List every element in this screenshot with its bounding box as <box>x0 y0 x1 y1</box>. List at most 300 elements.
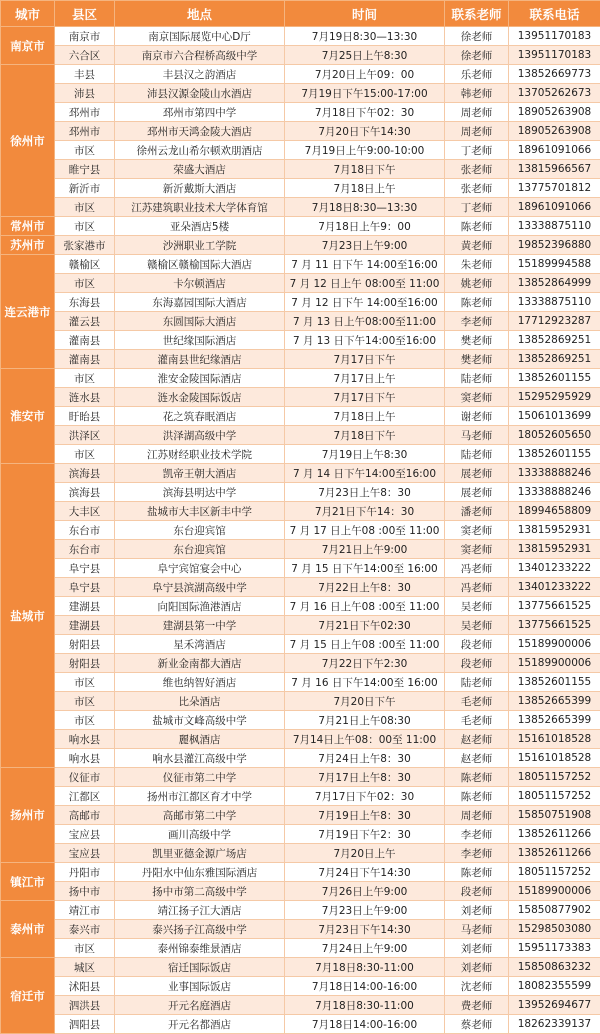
district-cell: 仪征市 <box>55 768 115 787</box>
location-cell: 亚朵酒店5楼 <box>115 217 285 236</box>
phone-cell: 13852601155 <box>509 445 600 464</box>
teacher-cell: 李老师 <box>445 312 509 331</box>
teacher-cell: 张老师 <box>445 179 509 198</box>
table-row <box>1 65 600 84</box>
teacher-cell: 潘老师 <box>445 502 509 521</box>
district-cell: 市区 <box>55 274 115 293</box>
time-cell: 7月21日下午02:30 <box>285 616 445 635</box>
city-cell: 镇江市 <box>1 863 55 901</box>
district-cell: 市区 <box>55 673 115 692</box>
district-cell: 邳州市 <box>55 103 115 122</box>
phone-cell: 13852611266 <box>509 825 600 844</box>
time-cell: 7月17日下午 <box>285 350 445 369</box>
phone-cell: 15189900006 <box>509 882 600 901</box>
teacher-cell: 陈老师 <box>445 293 509 312</box>
time-cell: 7 月 15 日上午08 :00至 11:00 <box>285 635 445 654</box>
table-row <box>1 388 600 407</box>
teacher-cell: 陆老师 <box>445 369 509 388</box>
time-cell: 7月22日下午2:30 <box>285 654 445 673</box>
time-cell: 7月19日8:30—13:30 <box>285 27 445 46</box>
district-cell: 市区 <box>55 198 115 217</box>
teacher-cell: 周老师 <box>445 806 509 825</box>
district-cell: 滨海县 <box>55 464 115 483</box>
table-row <box>1 711 600 730</box>
table-row <box>1 825 600 844</box>
time-cell: 7 月 11 日下午 14:00至16:00 <box>285 255 445 274</box>
table-row <box>1 350 600 369</box>
city-cell: 常州市 <box>1 217 55 236</box>
header-location: 地点 <box>115 1 285 27</box>
table-row <box>1 46 600 65</box>
table-row <box>1 160 600 179</box>
phone-cell: 18961091066 <box>509 141 600 160</box>
city-cell: 宿迁市 <box>1 958 55 1034</box>
teacher-cell: 樊老师 <box>445 350 509 369</box>
teacher-cell: 韩老师 <box>445 84 509 103</box>
location-cell: 邳州市天鸿金陵大酒店 <box>115 122 285 141</box>
teacher-cell: 吴老师 <box>445 597 509 616</box>
table-row <box>1 236 600 255</box>
teacher-cell: 姚老师 <box>445 274 509 293</box>
table-row <box>1 901 600 920</box>
teacher-cell: 周老师 <box>445 103 509 122</box>
district-cell: 丹阳市 <box>55 863 115 882</box>
location-cell: 盐城市大丰区新丰中学 <box>115 502 285 521</box>
phone-cell: 18961091066 <box>509 198 600 217</box>
phone-cell: 15850751908 <box>509 806 600 825</box>
district-cell: 灌云县 <box>55 312 115 331</box>
phone-cell: 13952694677 <box>509 996 600 1015</box>
location-cell: 盐城市文峰高级中学 <box>115 711 285 730</box>
phone-cell: 13852601155 <box>509 369 600 388</box>
district-cell: 江都区 <box>55 787 115 806</box>
location-cell: 宿迁国际饭店 <box>115 958 285 977</box>
teacher-cell: 樊老师 <box>445 331 509 350</box>
district-cell: 响水县 <box>55 730 115 749</box>
teacher-cell: 费老师 <box>445 996 509 1015</box>
district-cell: 东海县 <box>55 293 115 312</box>
phone-cell: 17712923287 <box>509 312 600 331</box>
table-row <box>1 673 600 692</box>
phone-cell: 15161018528 <box>509 749 600 768</box>
phone-cell: 18051157252 <box>509 787 600 806</box>
location-cell: 江苏财经职业技术学院 <box>115 445 285 464</box>
district-cell: 高邮市 <box>55 806 115 825</box>
phone-cell: 13775701812 <box>509 179 600 198</box>
teacher-cell: 李老师 <box>445 844 509 863</box>
location-cell: 新业金南都大酒店 <box>115 654 285 673</box>
district-cell: 宝应县 <box>55 844 115 863</box>
phone-cell: 18905263908 <box>509 103 600 122</box>
table-row <box>1 141 600 160</box>
teacher-cell: 刘老师 <box>445 901 509 920</box>
district-cell: 市区 <box>55 692 115 711</box>
table-row <box>1 692 600 711</box>
time-cell: 7月20日下午 <box>285 692 445 711</box>
district-cell: 睢宁县 <box>55 160 115 179</box>
teacher-cell: 吴老师 <box>445 616 509 635</box>
phone-cell: 13852611266 <box>509 844 600 863</box>
phone-cell: 13951170183 <box>509 27 600 46</box>
phone-cell: 13775661525 <box>509 597 600 616</box>
table-row <box>1 730 600 749</box>
table-row <box>1 27 600 46</box>
teacher-cell: 冯老师 <box>445 578 509 597</box>
table-row <box>1 806 600 825</box>
location-cell: 泰州锦泰维景酒店 <box>115 939 285 958</box>
location-cell: 阜宁县滨湖高级中学 <box>115 578 285 597</box>
time-cell: 7 月 12 日下午 14:00至16:00 <box>285 293 445 312</box>
header-district: 县区 <box>55 1 115 27</box>
teacher-cell: 朱老师 <box>445 255 509 274</box>
location-cell: 沙洲职业工学院 <box>115 236 285 255</box>
phone-cell: 13338888246 <box>509 483 600 502</box>
time-cell: 7月17日下午02：30 <box>285 787 445 806</box>
table-row <box>1 920 600 939</box>
phone-cell: 18994658809 <box>509 502 600 521</box>
district-cell: 靖江市 <box>55 901 115 920</box>
location-cell: 东海嘉园国际大酒店 <box>115 293 285 312</box>
district-cell: 邳州市 <box>55 122 115 141</box>
district-cell: 市区 <box>55 217 115 236</box>
district-cell: 扬中市 <box>55 882 115 901</box>
table-row <box>1 255 600 274</box>
teacher-cell: 张老师 <box>445 160 509 179</box>
district-cell: 涟水县 <box>55 388 115 407</box>
header-time: 时间 <box>285 1 445 27</box>
phone-cell: 13852669773 <box>509 65 600 84</box>
time-cell: 7月21日下午14：30 <box>285 502 445 521</box>
location-cell: 比朵酒店 <box>115 692 285 711</box>
phone-cell: 13338875110 <box>509 217 600 236</box>
teacher-cell: 周老师 <box>445 122 509 141</box>
time-cell: 7月23日上午8：30 <box>285 483 445 502</box>
table-row <box>1 274 600 293</box>
phone-cell: 15295295929 <box>509 388 600 407</box>
location-cell: 涟水金陵国际饭店 <box>115 388 285 407</box>
location-cell: 东圆国际大酒店 <box>115 312 285 331</box>
location-cell: 扬中市第二高级中学 <box>115 882 285 901</box>
district-cell: 市区 <box>55 445 115 464</box>
phone-cell: 15298503080 <box>509 920 600 939</box>
table-row <box>1 616 600 635</box>
district-cell: 宝应县 <box>55 825 115 844</box>
location-cell: 维也纳智好酒店 <box>115 673 285 692</box>
teacher-cell: 陈老师 <box>445 217 509 236</box>
district-cell: 沛县 <box>55 84 115 103</box>
table-row <box>1 179 600 198</box>
phone-cell: 15061013699 <box>509 407 600 426</box>
location-cell: 画川高级中学 <box>115 825 285 844</box>
phone-cell: 15189900006 <box>509 654 600 673</box>
table-row <box>1 103 600 122</box>
time-cell: 7月20日上午09：00 <box>285 65 445 84</box>
time-cell: 7月24日上午8：30 <box>285 749 445 768</box>
teacher-cell: 窦老师 <box>445 521 509 540</box>
teacher-cell: 徐老师 <box>445 27 509 46</box>
location-cell: 丰县汉之韵酒店 <box>115 65 285 84</box>
district-cell: 张家港市 <box>55 236 115 255</box>
time-cell: 7 月 16 日上午08 :00至 11:00 <box>285 597 445 616</box>
teacher-cell: 丁老师 <box>445 198 509 217</box>
time-cell: 7月14日上午08：00至 11:00 <box>285 730 445 749</box>
table-row <box>1 502 600 521</box>
district-cell: 东台市 <box>55 540 115 559</box>
time-cell: 7月24日上午9:00 <box>285 939 445 958</box>
district-cell: 东台市 <box>55 521 115 540</box>
location-cell: 东台迎宾馆 <box>115 521 285 540</box>
phone-cell: 13815952931 <box>509 521 600 540</box>
header-teacher: 联系老师 <box>445 1 509 27</box>
district-cell: 滨海县 <box>55 483 115 502</box>
location-cell: 世纪缘国际酒店 <box>115 331 285 350</box>
time-cell: 7 月 12 日上午 08:00至 11:00 <box>285 274 445 293</box>
district-cell: 市区 <box>55 711 115 730</box>
table-row <box>1 958 600 977</box>
time-cell: 7月26日上午9:00 <box>285 882 445 901</box>
district-cell: 新沂市 <box>55 179 115 198</box>
teacher-cell: 蔡老师 <box>445 1015 509 1034</box>
table-row <box>1 293 600 312</box>
district-cell: 盱眙县 <box>55 407 115 426</box>
location-cell: 阜宁宾馆宴会中心 <box>115 559 285 578</box>
phone-cell: 13815952931 <box>509 540 600 559</box>
time-cell: 7月23日上午9:00 <box>285 901 445 920</box>
phone-cell: 18052605650 <box>509 426 600 445</box>
city-cell: 连云港市 <box>1 255 55 369</box>
district-cell: 泗洪县 <box>55 996 115 1015</box>
location-cell: 淮安金陵国际酒店 <box>115 369 285 388</box>
teacher-cell: 赵老师 <box>445 730 509 749</box>
city-cell: 泰州市 <box>1 901 55 958</box>
district-cell: 灌南县 <box>55 331 115 350</box>
location-cell: 丹阳水中仙东雅国际酒店 <box>115 863 285 882</box>
location-cell: 开元名都酒店 <box>115 1015 285 1034</box>
district-cell: 泗阳县 <box>55 1015 115 1034</box>
time-cell: 7月19日上午9:00-10:00 <box>285 141 445 160</box>
table-row <box>1 863 600 882</box>
table-row <box>1 483 600 502</box>
table-row <box>1 635 600 654</box>
city-cell: 苏州市 <box>1 236 55 255</box>
time-cell: 7月18日上午 <box>285 179 445 198</box>
city-cell: 扬州市 <box>1 768 55 863</box>
teacher-cell: 展老师 <box>445 483 509 502</box>
table-row <box>1 939 600 958</box>
time-cell: 7月20日下午14:30 <box>285 122 445 141</box>
teacher-cell: 陈老师 <box>445 768 509 787</box>
table-row <box>1 1015 600 1034</box>
table-row <box>1 578 600 597</box>
location-cell: 徐州云龙山希尔顿欢朋酒店 <box>115 141 285 160</box>
time-cell: 7月18日8:30-11:00 <box>285 958 445 977</box>
time-cell: 7月18日8:30-11:00 <box>285 996 445 1015</box>
phone-cell: 18051157252 <box>509 863 600 882</box>
district-cell: 赣榆区 <box>55 255 115 274</box>
teacher-cell: 冯老师 <box>445 559 509 578</box>
time-cell: 7月24日下午14:30 <box>285 863 445 882</box>
time-cell: 7 月 15 日下午14:00至 16:00 <box>285 559 445 578</box>
teacher-cell: 马老师 <box>445 426 509 445</box>
time-cell: 7 月 13 日下午14:00至16:00 <box>285 331 445 350</box>
teacher-cell: 段老师 <box>445 654 509 673</box>
time-cell: 7 月 13 日上午08:00至11:00 <box>285 312 445 331</box>
time-cell: 7月17日下午 <box>285 388 445 407</box>
time-cell: 7月18日14:00-16:00 <box>285 977 445 996</box>
phone-cell: 15850863232 <box>509 958 600 977</box>
table-row <box>1 768 600 787</box>
teacher-cell: 乐老师 <box>445 65 509 84</box>
location-cell: 赣榆区赣榆国际大酒店 <box>115 255 285 274</box>
time-cell: 7月18日上午 <box>285 407 445 426</box>
teacher-cell: 黄老师 <box>445 236 509 255</box>
phone-cell: 13852864999 <box>509 274 600 293</box>
location-cell: 向阳国际渔港酒店 <box>115 597 285 616</box>
table-row <box>1 559 600 578</box>
time-cell: 7 月 16 日下午14:00至 16:00 <box>285 673 445 692</box>
location-cell: 南京国际展览中心D厅 <box>115 27 285 46</box>
teacher-cell: 马老师 <box>445 920 509 939</box>
location-cell: 麗枫酒店 <box>115 730 285 749</box>
table-row <box>1 84 600 103</box>
table-row <box>1 749 600 768</box>
teacher-cell: 丁老师 <box>445 141 509 160</box>
phone-cell: 13705262673 <box>509 84 600 103</box>
district-cell: 阜宁县 <box>55 559 115 578</box>
district-cell: 射阳县 <box>55 654 115 673</box>
table-row <box>1 217 600 236</box>
city-cell: 盐城市 <box>1 464 55 768</box>
phone-cell: 18262339137 <box>509 1015 600 1034</box>
phone-cell: 19852396880 <box>509 236 600 255</box>
location-cell: 仪征市第二中学 <box>115 768 285 787</box>
teacher-cell: 徐老师 <box>445 46 509 65</box>
time-cell: 7月21日上午9:00 <box>285 540 445 559</box>
teacher-cell: 刘老师 <box>445 958 509 977</box>
phone-cell: 13815966567 <box>509 160 600 179</box>
phone-cell: 15189900006 <box>509 635 600 654</box>
table-row <box>1 426 600 445</box>
teacher-cell: 陈老师 <box>445 863 509 882</box>
time-cell: 7月23日下午14:30 <box>285 920 445 939</box>
district-cell: 城区 <box>55 958 115 977</box>
table-row <box>1 882 600 901</box>
location-cell: 滨海县明达中学 <box>115 483 285 502</box>
time-cell: 7月21日上午08:30 <box>285 711 445 730</box>
district-cell: 建湖县 <box>55 597 115 616</box>
location-cell: 高邮市第二中学 <box>115 806 285 825</box>
phone-cell: 15161018528 <box>509 730 600 749</box>
city-cell: 南京市 <box>1 27 55 65</box>
teacher-cell: 刘老师 <box>445 939 509 958</box>
district-cell: 洪泽区 <box>55 426 115 445</box>
phone-cell: 18905263908 <box>509 122 600 141</box>
phone-cell: 13951170183 <box>509 46 600 65</box>
phone-cell: 13401233222 <box>509 559 600 578</box>
location-cell: 扬州市江都区育才中学 <box>115 787 285 806</box>
district-cell: 市区 <box>55 369 115 388</box>
district-cell: 灌南县 <box>55 350 115 369</box>
phone-cell: 13852665399 <box>509 692 600 711</box>
time-cell: 7月22日上午8：30 <box>285 578 445 597</box>
table-row <box>1 312 600 331</box>
district-cell: 射阳县 <box>55 635 115 654</box>
location-cell: 开元名庭酒店 <box>115 996 285 1015</box>
teacher-cell: 段老师 <box>445 882 509 901</box>
district-cell: 阜宁县 <box>55 578 115 597</box>
teacher-cell: 陆老师 <box>445 673 509 692</box>
teacher-cell: 窦老师 <box>445 388 509 407</box>
location-cell: 业事国际饭店 <box>115 977 285 996</box>
location-cell: 南京市六合程桥高级中学 <box>115 46 285 65</box>
time-cell: 7月19日下午15:00-17:00 <box>285 84 445 103</box>
location-cell: 灌南县世纪缘酒店 <box>115 350 285 369</box>
district-cell: 南京市 <box>55 27 115 46</box>
location-cell: 江苏建筑职业技术大学体育馆 <box>115 198 285 217</box>
teacher-cell: 沈老师 <box>445 977 509 996</box>
phone-cell: 13401233222 <box>509 578 600 597</box>
time-cell: 7 月 14 日下午14:00至16:00 <box>285 464 445 483</box>
header-phone: 联系电话 <box>509 1 600 27</box>
location-cell: 建湖县第一中学 <box>115 616 285 635</box>
table-row <box>1 198 600 217</box>
location-cell: 泰兴扬子江高级中学 <box>115 920 285 939</box>
time-cell: 7月18日8:30—13:30 <box>285 198 445 217</box>
time-cell: 7月18日下午 <box>285 426 445 445</box>
district-cell: 市区 <box>55 141 115 160</box>
district-cell: 建湖县 <box>55 616 115 635</box>
table-row <box>1 407 600 426</box>
phone-cell: 13338875110 <box>509 293 600 312</box>
time-cell: 7月23日上午9:00 <box>285 236 445 255</box>
header-city: 城市 <box>1 1 55 27</box>
teacher-cell: 窦老师 <box>445 540 509 559</box>
phone-cell: 13852869251 <box>509 350 600 369</box>
time-cell: 7 月 17 日上午08 :00至 11:00 <box>285 521 445 540</box>
teacher-cell: 赵老师 <box>445 749 509 768</box>
table-row <box>1 787 600 806</box>
district-cell: 丰县 <box>55 65 115 84</box>
district-cell: 市区 <box>55 939 115 958</box>
table-row <box>1 844 600 863</box>
location-cell: 凯帝王朝大酒店 <box>115 464 285 483</box>
location-cell: 新沂戴斯大酒店 <box>115 179 285 198</box>
teacher-cell: 谢老师 <box>445 407 509 426</box>
district-cell: 响水县 <box>55 749 115 768</box>
phone-cell: 13852869251 <box>509 331 600 350</box>
phone-cell: 13852601155 <box>509 673 600 692</box>
district-cell: 六合区 <box>55 46 115 65</box>
phone-cell: 18082355599 <box>509 977 600 996</box>
table-row <box>1 977 600 996</box>
time-cell: 7月19日下午2：30 <box>285 825 445 844</box>
phone-cell: 15951173383 <box>509 939 600 958</box>
time-cell: 7月17日上午8：30 <box>285 768 445 787</box>
time-cell: 7月19日上午8：30 <box>285 806 445 825</box>
time-cell: 7月18日上午9：00 <box>285 217 445 236</box>
phone-cell: 15189994588 <box>509 255 600 274</box>
location-cell: 凯里亚德金源广场店 <box>115 844 285 863</box>
time-cell: 7月25日上午8:30 <box>285 46 445 65</box>
city-cell: 徐州市 <box>1 65 55 217</box>
phone-cell: 15850877902 <box>509 901 600 920</box>
table-body <box>1 27 600 1034</box>
table-row <box>1 597 600 616</box>
teacher-cell: 段老师 <box>445 635 509 654</box>
time-cell: 7月17日上午 <box>285 369 445 388</box>
location-cell: 卡尔顿酒店 <box>115 274 285 293</box>
district-cell: 沭阳县 <box>55 977 115 996</box>
